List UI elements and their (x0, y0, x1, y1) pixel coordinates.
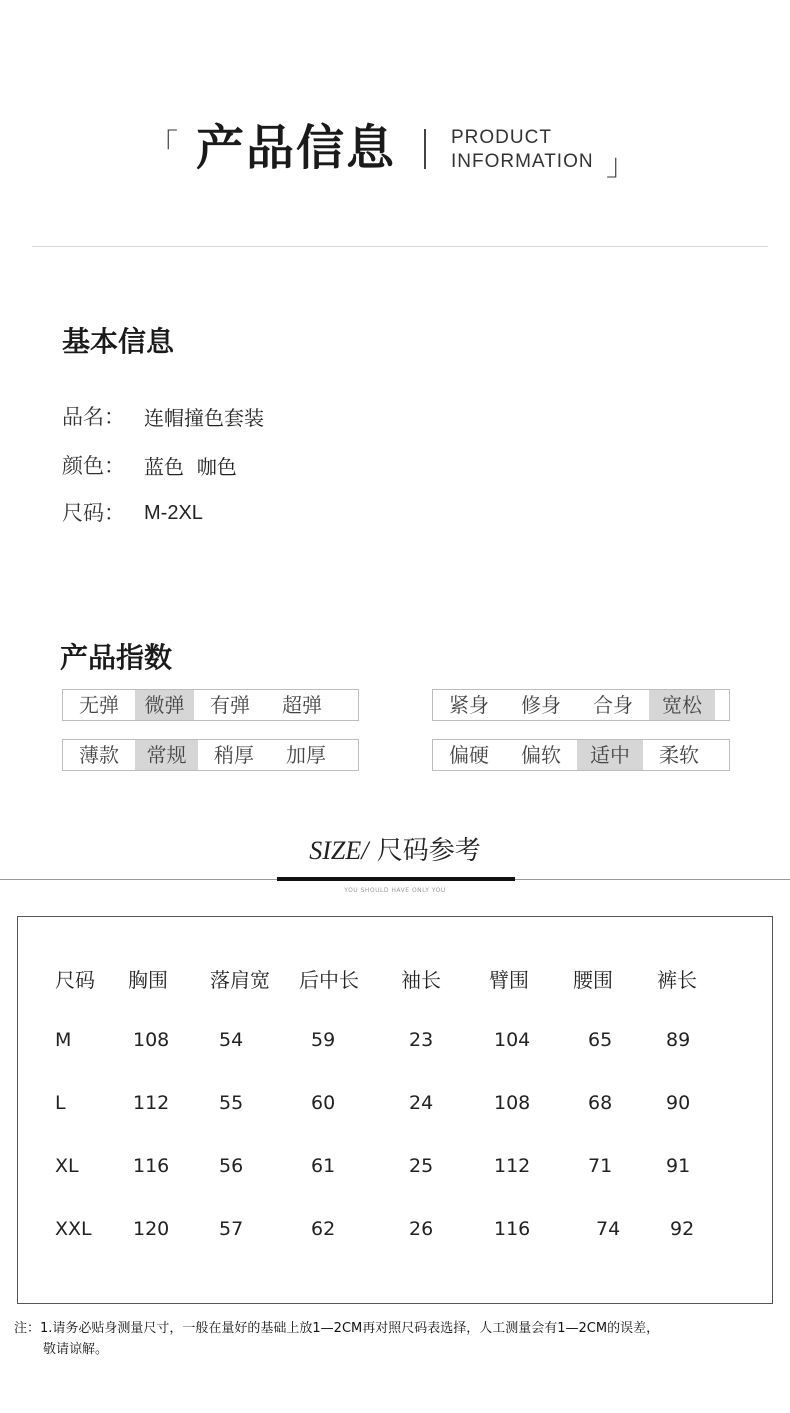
bracket-close: 」 (606, 148, 636, 183)
size-title-cn: 尺码参考 (368, 836, 481, 866)
index-option: 偏硬 (449, 743, 489, 767)
size-table-header: 尺码 (55, 968, 95, 992)
basic-info-title: 基本信息 (62, 325, 175, 358)
size-table-cell: 65 (588, 1029, 613, 1051)
info-label-color: 颜色： (62, 454, 125, 478)
index-option: 合身 (593, 693, 633, 717)
size-table-cell: 26 (409, 1218, 434, 1240)
size-table-cell: 120 (133, 1218, 170, 1240)
title-en-line2: INFORMATION (451, 151, 594, 172)
size-table-cell: 74 (596, 1218, 621, 1240)
note-line1: 注：1.请务必贴身测量尺寸，一般在量好的基础上放1—2CM再对照尺码表选择，人工测量会有1—2CM的误差， (14, 1321, 660, 1336)
size-table-cell: 68 (588, 1092, 613, 1114)
header-separator (32, 246, 768, 247)
product-index-title: 产品指数 (60, 641, 173, 674)
bracket-open: 「 (148, 128, 178, 163)
size-table-header: 后中长 (299, 968, 359, 992)
size-table-header: 裤长 (657, 968, 697, 992)
title-en-line1: PRODUCT (451, 127, 552, 148)
index-option: 柔软 (659, 743, 699, 767)
size-table-cell: 60 (311, 1092, 336, 1114)
index-group-softness (432, 739, 730, 771)
index-option: 加厚 (286, 743, 326, 767)
index-option: 超弹 (282, 693, 322, 717)
info-value-name: 连帽撞色套装 (144, 406, 264, 430)
size-table-cell: 108 (494, 1092, 531, 1114)
size-table-cell: 112 (133, 1092, 170, 1114)
size-table-header: 袖长 (401, 968, 441, 992)
index-group-thickness (62, 739, 359, 771)
info-value-color: 蓝色 咖色 (144, 455, 237, 479)
index-option-selected: 微弹 (135, 690, 194, 720)
index-option: 有弹 (210, 693, 250, 717)
size-table-cell: 23 (409, 1029, 434, 1051)
index-option: 修身 (521, 693, 561, 717)
index-group-stretch (62, 689, 359, 721)
size-table-cell: XL (55, 1155, 79, 1177)
index-option-selected: 常规 (135, 740, 198, 770)
size-table-cell: 25 (409, 1155, 434, 1177)
size-table-cell: 57 (219, 1218, 244, 1240)
size-table-cell: 71 (588, 1155, 613, 1177)
size-table-cell: 90 (666, 1092, 691, 1114)
info-label-name: 品名： (62, 405, 125, 429)
size-table-cell: 54 (219, 1029, 244, 1051)
size-title-en: SIZE/ (309, 836, 369, 865)
index-option-selected: 宽松 (649, 690, 715, 720)
info-value-size: M-2XL (144, 502, 203, 524)
size-subtitle: YOU SHOULD HAVE ONLY YOU (344, 887, 446, 894)
note-line2: 敬请谅解。 (43, 1342, 109, 1357)
index-option: 无弹 (79, 693, 119, 717)
size-section-title (0, 830, 790, 867)
measurement-note (14, 1318, 784, 1360)
size-table-cell: 116 (133, 1155, 170, 1177)
info-label-size: 尺码： (62, 501, 125, 525)
size-table-cell: 62 (311, 1218, 336, 1240)
page-title-en (451, 126, 594, 174)
size-table-cell: 55 (219, 1092, 244, 1114)
size-table-cell: 59 (311, 1029, 336, 1051)
size-table-header: 胸围 (128, 968, 168, 992)
size-table-header: 腰围 (573, 968, 613, 992)
size-divider-accent (277, 877, 515, 881)
index-option: 偏软 (521, 743, 561, 767)
index-option: 紧身 (449, 693, 489, 717)
header-divider (424, 129, 426, 169)
index-option: 稍厚 (214, 743, 254, 767)
size-table-cell: XXL (55, 1218, 92, 1240)
size-table-cell: 56 (219, 1155, 244, 1177)
size-table-cell: 104 (494, 1029, 531, 1051)
size-table-cell: 89 (666, 1029, 691, 1051)
size-table-cell: 24 (409, 1092, 434, 1114)
size-table-cell: 108 (133, 1029, 170, 1051)
size-table-cell: 92 (670, 1218, 695, 1240)
size-table-cell: 116 (494, 1218, 531, 1240)
page-title: 产品信息 (196, 120, 397, 176)
index-option-selected: 适中 (577, 740, 643, 770)
size-table-cell: 61 (311, 1155, 336, 1177)
size-table-cell: L (55, 1092, 66, 1114)
index-option: 薄款 (79, 743, 119, 767)
size-table-header: 落肩宽 (210, 968, 270, 992)
index-group-fit (432, 689, 730, 721)
size-table-cell: M (55, 1029, 72, 1051)
size-table-cell: 112 (494, 1155, 531, 1177)
size-table-header: 臂围 (489, 968, 529, 992)
size-table-cell: 91 (666, 1155, 691, 1177)
